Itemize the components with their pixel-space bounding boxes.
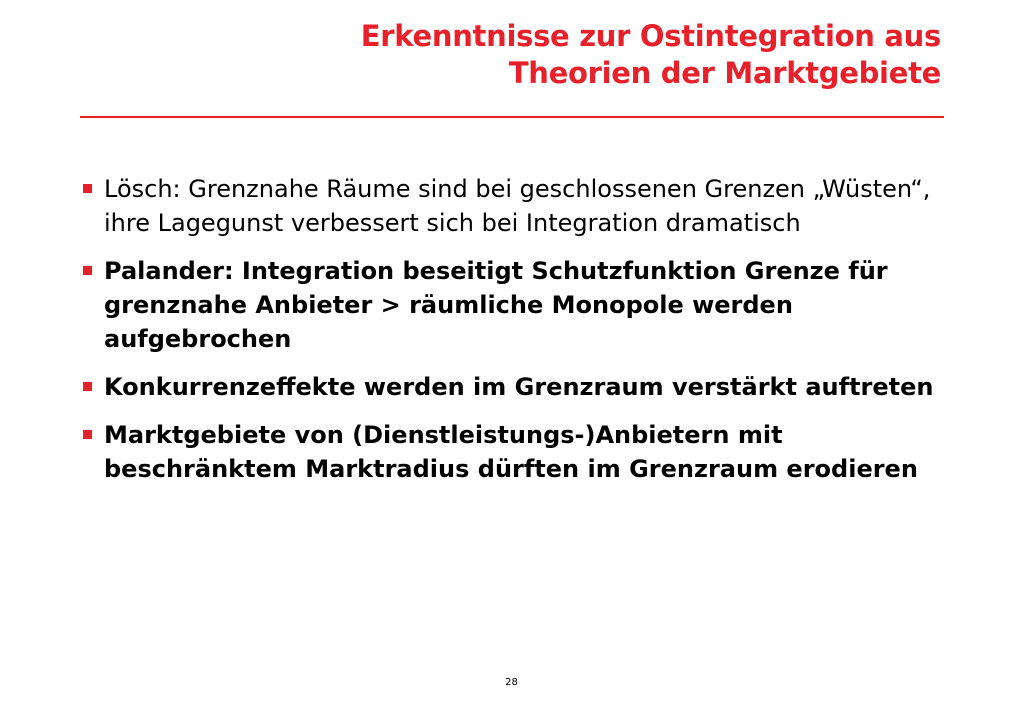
square-bullet-icon [83, 382, 92, 391]
bullet-item [82, 172, 952, 240]
page-number: 28 [505, 677, 518, 688]
bullet-item [82, 254, 952, 356]
title-divider [80, 116, 944, 118]
bullet-list [82, 172, 952, 500]
square-bullet-icon [83, 184, 92, 193]
square-bullet-icon [83, 266, 92, 275]
bullet-text: Lösch: Grenznahe Räume sind bei geschlossenen Grenzen „Wüsten“, ihre Lagegunst verbessert sich bei Integration dramatisch [104, 175, 931, 237]
bullet-text: Palander: Integration beseitigt Schutzfunktion Grenze für grenznahe Anbieter > räumliche Monopole werden aufgebrochen [104, 257, 888, 353]
slide-title [241, 18, 941, 92]
bullet-text: Konkurrenzeffekte werden im Grenzraum verstärkt auftreten [104, 373, 934, 401]
square-bullet-icon [83, 430, 92, 439]
bullet-item [82, 370, 952, 404]
bullet-text: Marktgebiete von (Dienstleistungs-)Anbietern mit beschränktem Marktradius dürften im Grenzraum erodieren [104, 421, 918, 483]
title-line-2: Theorien der Marktgebiete [508, 56, 941, 90]
title-line-1: Erkenntnisse zur Ostintegration aus [360, 19, 941, 53]
bullet-item [82, 418, 952, 486]
